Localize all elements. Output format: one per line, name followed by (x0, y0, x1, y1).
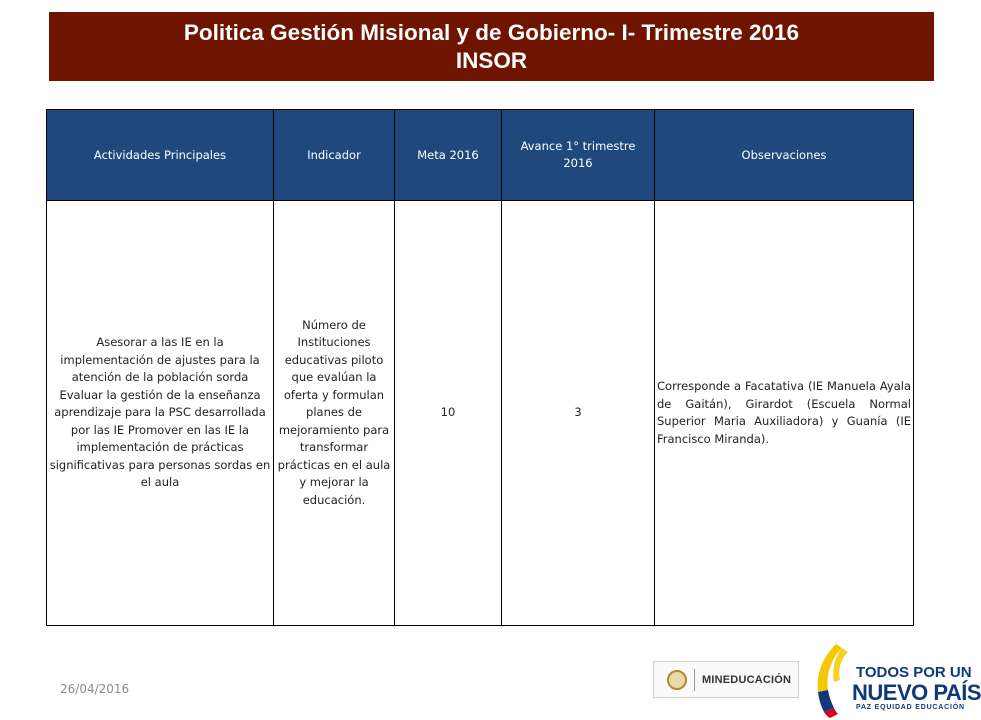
header-meta: Meta 2016 (395, 110, 502, 201)
cell-observaciones: Corresponde a Facatativa (IE Manuela Ayala de Gaitán), Girardot (Escuela Normal Superior Maria Auxiliadora) y Guanía (IE Francisco Miranda). (655, 201, 914, 626)
mineducacion-logo-text: MINEDUCACIÓN (702, 673, 792, 686)
cell-indicador: Número de Instituciones educativas piloto que evalúan la oferta y formulan planes de mejoramiento para transformar prácticas en el aula y mejorar la educación. (274, 201, 395, 626)
page-title: Politica Gestión Misional y de Gobierno- I- Trimestre 2016 (183, 19, 800, 45)
logo-pais-line2: NUEVO PAÍS (852, 680, 981, 705)
title-banner (49, 12, 934, 81)
header-observaciones: Observaciones (655, 110, 914, 201)
cell-avance: 3 (502, 201, 655, 626)
page-subtitle: INSOR (455, 47, 528, 73)
activities-table (46, 109, 914, 626)
logo-pais-line1: TODOS POR UN (856, 664, 972, 681)
cell-meta: 10 (395, 201, 502, 626)
logo-pais-line3: PAZ EQUIDAD EDUCACIÓN (856, 704, 965, 711)
footer-date: 26/04/2016 (60, 682, 130, 696)
mineducacion-logo (653, 661, 799, 698)
logo-divider (694, 669, 695, 691)
table-row (47, 201, 914, 626)
flag-swoosh-icon (808, 640, 856, 718)
table-header-row (47, 110, 914, 201)
header-avance: Avance 1° trimestre 2016 (502, 110, 655, 201)
coat-of-arms-icon (667, 670, 687, 690)
header-actividades: Actividades Principales (47, 110, 274, 201)
header-indicador: Indicador (274, 110, 395, 201)
todos-por-un-nuevo-pais-logo (808, 640, 981, 718)
cell-actividades: Asesorar a las IE en la implementación de ajustes para la atención de la población sorda Evaluar la gestión de la enseñanza aprendizaje para la PSC desarrollada por las IE Promover en las IE la implementación de prácticas significativas para personas sordas en el aula (47, 201, 274, 626)
